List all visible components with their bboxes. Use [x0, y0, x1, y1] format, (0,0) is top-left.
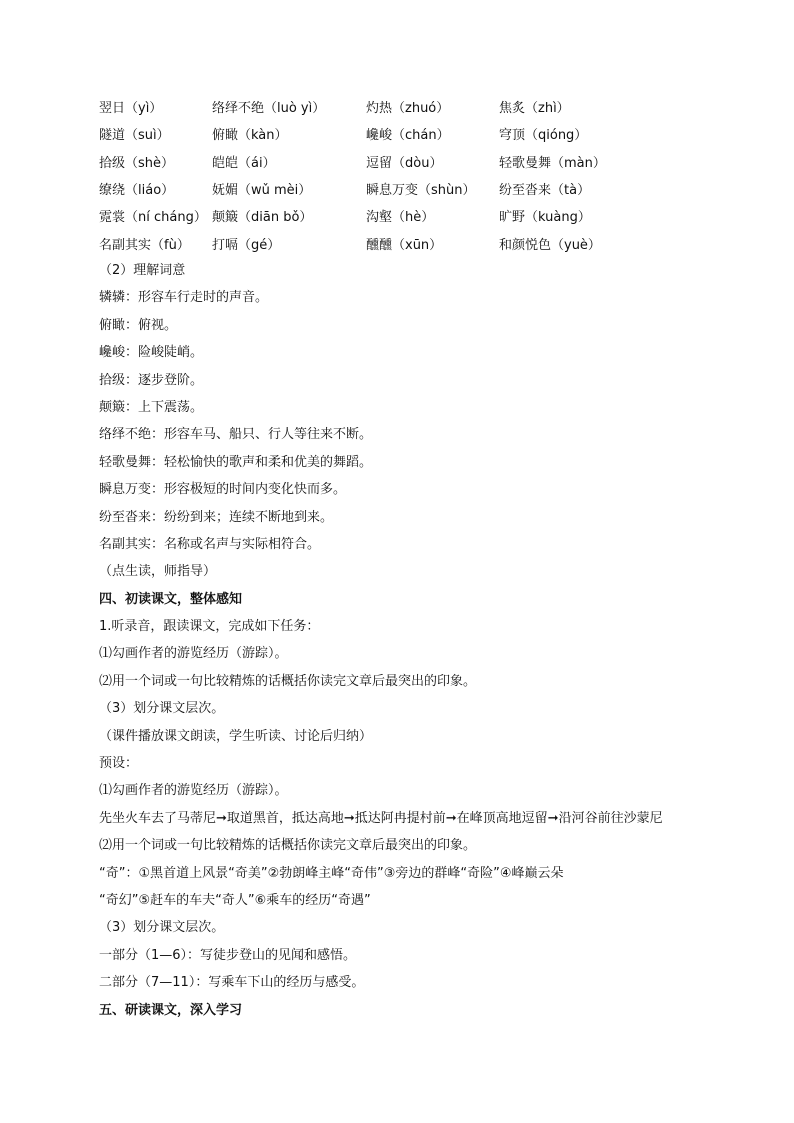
- vocab-item: 名副其实（fù）: [99, 237, 190, 253]
- definition-line: 俯瞰：俯视。: [99, 317, 178, 333]
- section-heading: 四、初读课文，整体感知: [99, 591, 243, 607]
- answer-line: 一部分（1—6）：写徒步登山的见闻和感悟。: [99, 947, 357, 963]
- definition-line: 名副其实：名称或名声与实际相符合。: [99, 536, 321, 552]
- vocab-item: 旷野（kuàng）: [499, 210, 591, 226]
- vocab-item: 灼热（zhuó）: [366, 101, 450, 117]
- definition-line: 拾级：逐步登阶。: [99, 372, 204, 388]
- preset-label: 预设：: [99, 756, 139, 772]
- vocab-item: 打嗝（gé）: [212, 237, 281, 253]
- answer-line: 二部分（7—11）：写乘车下山的经历与感受。: [99, 975, 365, 991]
- vocab-item: 巉峻（chán）: [366, 128, 450, 144]
- section-heading: 五、研读课文，深入学习: [99, 1002, 243, 1018]
- definition-line: 纷至沓来：纷纷到来；连续不断地到来。: [99, 509, 334, 525]
- document-body: [99, 257, 759, 1024]
- answer-line: ⑴勾画作者的游览经历（游踪）。: [99, 783, 288, 799]
- route-line: 先坐火车去了马蒂尼➞取道黑首，抵达高地➞抵达阿冉提村前➞在峰顶高地逗留➞沿河谷前往沙蒙尼: [99, 810, 663, 826]
- vocab-item: 纷至沓来（tà）: [499, 183, 591, 199]
- definition-line: 辚辚：形容车行走时的声音。: [99, 290, 269, 306]
- vocab-item: 瞬息万变（shùn）: [366, 183, 476, 199]
- answer-line: “奇幻”⑤赶车的车夫“奇人”⑥乘车的经历“奇遇”: [99, 892, 371, 908]
- vocab-item: 隧道（suì）: [99, 128, 170, 144]
- vocab-item: 翌日（yì）: [99, 101, 163, 117]
- vocab-item: 逗留（dòu）: [366, 155, 443, 171]
- vocab-item: 穹顶（qióng）: [499, 128, 588, 144]
- vocab-item: 轻歌曼舞（màn）: [499, 155, 606, 171]
- task-line: ⑴勾画作者的游览经历（游踪）。: [99, 646, 288, 662]
- vocab-item: 霓裳（ní cháng）: [99, 210, 207, 226]
- definition-line: 巉峻：险峻陡峭。: [99, 345, 204, 361]
- teaching-note: （课件播放课文朗读，学生听读、讨论后归纳）: [99, 728, 373, 744]
- answer-line: （3）划分课文层次。: [99, 920, 225, 936]
- subsection-heading: （2）理解词意: [99, 263, 186, 278]
- answer-line: “奇”：①黑首道上风景“奇美”②勃朗峰主峰“奇伟”③旁边的群峰“奇险”④峰巅云朵: [99, 865, 564, 881]
- vocab-item: 颠簸（diān bǒ）: [212, 210, 313, 226]
- vocab-item: 缭绕（liáo）: [99, 183, 175, 199]
- vocab-item: 妩媚（wǔ mèi）: [212, 183, 312, 199]
- vocab-item: 拾级（shè）: [99, 155, 175, 171]
- vocab-item: 焦炙（zhì）: [499, 101, 570, 117]
- task-line: ⑵用一个词或一句比较精炼的话概括你读完文章后最突出的印象。: [99, 673, 477, 689]
- definition-line: 络绎不绝：形容车马、船只、行人等往来不断。: [99, 427, 373, 443]
- definition-line: 瞬息万变：形容极短的时间内变化快而多。: [99, 482, 347, 498]
- vocab-item: 俯瞰（kàn）: [212, 128, 288, 144]
- definition-line: 颠簸：上下震荡。: [99, 399, 204, 415]
- task-line: （3）划分课文层次。: [99, 701, 225, 717]
- definition-line: 轻歌曼舞：轻松愉快的歌声和柔和优美的舞蹈。: [99, 454, 373, 470]
- teaching-note: （点生读，师指导）: [99, 564, 217, 580]
- vocab-item: 沟壑（hè）: [366, 210, 435, 226]
- task-line: 1.听录音，跟读课文，完成如下任务：: [99, 619, 320, 635]
- vocab-item: 皑皑（ái）: [212, 155, 276, 171]
- vocab-item: 醺醺（xūn）: [366, 237, 443, 253]
- vocab-item: 和颜悦色（yuè）: [499, 237, 601, 253]
- answer-line: ⑵用一个词或一句比较精炼的话概括你读完文章后最突出的印象。: [99, 838, 477, 854]
- vocab-item: 络绎不绝（luò yì）: [212, 101, 326, 117]
- vocab-table: [99, 93, 739, 257]
